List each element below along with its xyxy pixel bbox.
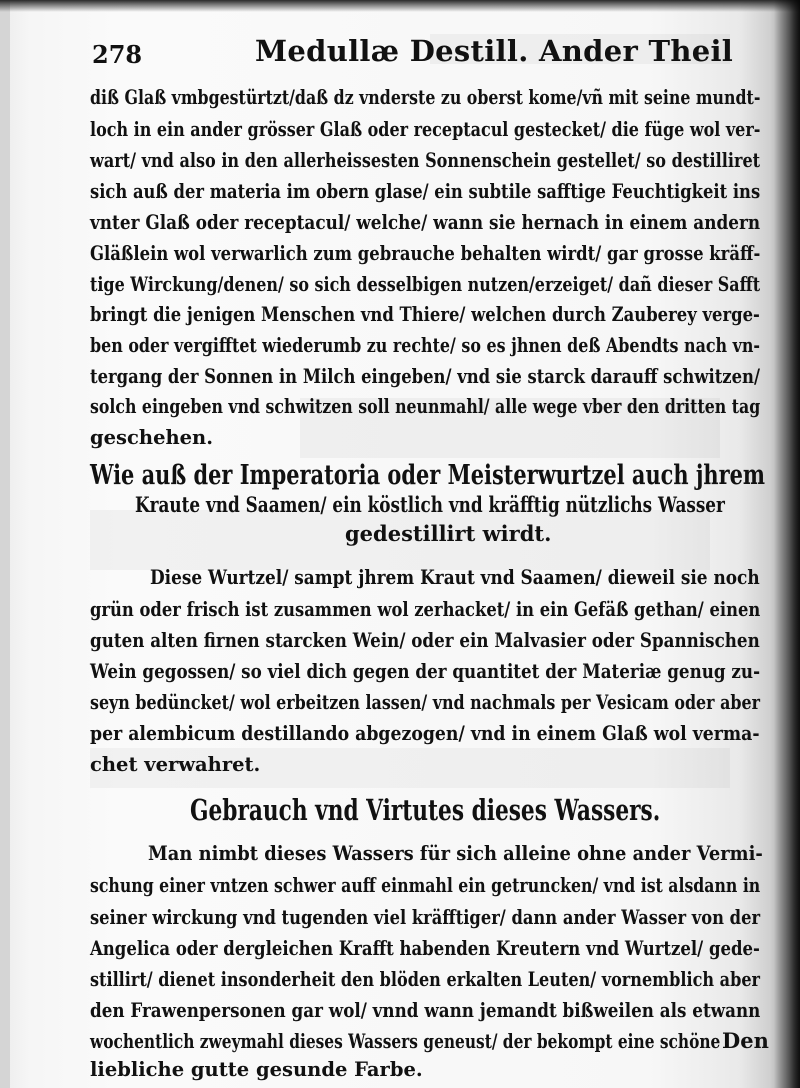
text-line: bringt die jenigen Menschen vnd Thiere/ welchen durch Zauberey verge- bbox=[90, 303, 760, 326]
heading-line: gedestillirt wirdt. bbox=[345, 521, 552, 546]
text-line: guten alten firnen starcken Wein/ oder ein Malvasier oder Spannischen bbox=[90, 629, 760, 652]
text-line: loch in ein ander grösser Glaß oder receptacul gestecket/ die füge wol ver- bbox=[90, 118, 761, 141]
text-line: solch eingeben vnd schwitzen soll neunmahl/ alle wege vber den dritten tag bbox=[90, 395, 761, 418]
text-line: grün oder frisch ist zusammen wol zerhacket/ in ein Gefäß gethan/ einen bbox=[90, 598, 761, 621]
text-line: schung einer vntzen schwer auff einmahl ein getruncken/ vnd ist alsdann in bbox=[90, 874, 761, 897]
text-line: Gläßlein wol verwarlich zum gebrauche behalten wirdt/ gar grosse kräff- bbox=[90, 242, 761, 265]
text-line: Wein gegossen/ so viel dich gegen der quantitet der Materiæ genug zu- bbox=[90, 660, 761, 683]
running-title: Medullæ Destill. Ander Theil bbox=[255, 34, 734, 68]
text-line: ben oder vergifftet wiederumb zu rechte/ so es jhnen deß Abendts nach vn- bbox=[90, 334, 761, 357]
text-line: diß Glaß vmbgestürtzt/daß dz vnderste zu oberst kome/vñ mit seine mundt- bbox=[90, 86, 761, 109]
text-line: vnter Glaß oder receptacul/ welche/ wann sie hernach in einem andern bbox=[90, 211, 761, 234]
text-line: seyn bedüncket/ wol erbeitzen lassen/ vnd nachmals per Vesicam oder aber bbox=[90, 691, 760, 714]
text-line: seiner wirckung vnd tugenden viel kräfftiger/ dann ander Wasser von der bbox=[90, 906, 761, 929]
text-line: Angelica oder dergleichen Krafft habenden Kreutern vnd Wurtzel/ gede- bbox=[90, 937, 760, 960]
text-line: wochentlich zweymahl dieses Wassers geneust/ der bekompt eine schöne bbox=[90, 1030, 721, 1053]
text-line: tergang der Sonnen in Milch eingeben/ vnd sie starck darauff schwitzen/ bbox=[90, 365, 760, 388]
text-line: wart/ vnd also in den allerheissesten Sonnenschein gestellet/ so destilliret bbox=[90, 149, 761, 172]
text-line: tige Wirckung/denen/ so sich desselbigen nutzen/erzeiget/ dañ dieser Safft bbox=[90, 273, 761, 296]
text-line: sich auß der materia im obern glase/ ein subtile safftige Feuchtigkeit ins bbox=[90, 180, 761, 203]
section-heading: Gebrauch vnd Virtutes dieses Wassers. bbox=[190, 793, 661, 827]
text-line: stillirt/ dienet insonderheit den blöden erkalten Leuten/ vornemblich aber bbox=[90, 968, 761, 991]
text-line: liebliche gutte gesunde Farbe. bbox=[90, 1058, 423, 1081]
page-number: 278 bbox=[92, 40, 143, 69]
text-line: per alembicum destillando abgezogen/ vnd in einem Glaß wol verma- bbox=[90, 722, 760, 745]
heading-line: Kraute vnd Saamen/ ein köstlich vnd kräfftig nützlichs Wasser bbox=[135, 492, 725, 517]
text-line: Man nimbt dieses Wassers für sich alleine ohne ander Vermi- bbox=[148, 842, 763, 865]
text-line: Diese Wurtzel/ sampt jhrem Kraut vnd Saamen/ dieweil sie noch bbox=[150, 566, 760, 589]
catchword: Den bbox=[722, 1028, 769, 1053]
page-left-edge bbox=[0, 0, 10, 1088]
text-line: den Frawenpersonen gar wol/ vnnd wann jemandt bißweilen als etwann bbox=[90, 999, 761, 1022]
heading-line: Wie auß der Imperatoria oder Meisterwurtzel auch jhrem bbox=[90, 460, 766, 491]
text-line: chet verwahret. bbox=[90, 753, 261, 776]
page-gutter-shadow bbox=[774, 0, 800, 1088]
text-line: geschehen. bbox=[90, 426, 214, 449]
page-top-shadow bbox=[0, 0, 800, 12]
